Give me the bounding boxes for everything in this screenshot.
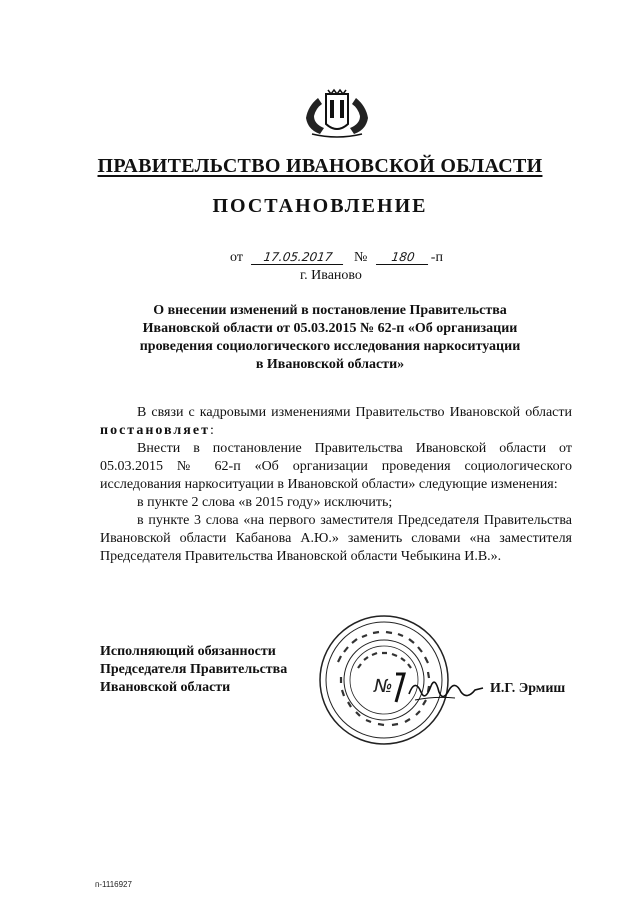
paragraph-end: : — [209, 423, 214, 438]
body-paragraph: Внести в постановление Правительства Ивановской области от 05.03.2015 № 62-п «Об организации проведения социологического исследования наркоситуации в Ивановской области» следующие изменения: — [100, 441, 572, 492]
city: г. Иваново — [300, 268, 362, 283]
document-code: п-1116927 — [95, 880, 132, 889]
signer-position-line: Исполняющий обязанности — [100, 644, 276, 659]
signer-position-line: Ивановской области — [100, 680, 231, 695]
subject-line: О внесении изменений в постановление Правительства — [153, 303, 507, 318]
subject-line: проведения социологического исследования наркоситуации — [139, 339, 521, 354]
subject-line: Ивановской области от 05.03.2015 № 62-п «Об организации — [142, 321, 518, 336]
svg-text:№: № — [374, 676, 393, 697]
date-number-line — [230, 250, 443, 266]
signer-position — [100, 643, 320, 697]
document-type: ПОСТАНОВЛЕНИЕ — [212, 195, 428, 217]
paragraph-text: В связи с кадровыми изменениями Правительство Ивановской области — [137, 405, 572, 420]
body-paragraph: в пункте 3 слова «на первого заместителя Председателя Правительства Ивановской области Кабанова А.Ю.» заменить словами «на заместителя Председателя Правительства Ивановской области Чебыкина И.В.». — [100, 513, 572, 564]
number-sign: № — [353, 250, 368, 265]
signer-position-line: Председателя Правительства — [100, 662, 288, 677]
signer-name: И.Г. Эрмиш — [490, 681, 566, 696]
document-date: 17.05.2017 — [251, 250, 345, 265]
coat-of-arms-icon — [298, 88, 376, 138]
number-suffix: -п — [430, 250, 443, 265]
date-prefix: от — [230, 250, 243, 265]
handwritten-signature-icon — [405, 672, 485, 708]
subject-line: в Ивановской области» — [255, 357, 405, 372]
document-body — [100, 404, 572, 566]
document-number: 180 — [376, 250, 430, 265]
body-paragraph — [100, 404, 572, 440]
body-paragraph: в пункте 2 слова «в 2015 году» исключить; — [137, 495, 393, 510]
government-title: ПРАВИТЕЛЬСТВО ИВАНОВСКОЙ ОБЛАСТИ — [97, 155, 543, 177]
document-subject — [110, 302, 550, 374]
resolution-keyword: постановляет — [100, 423, 210, 438]
